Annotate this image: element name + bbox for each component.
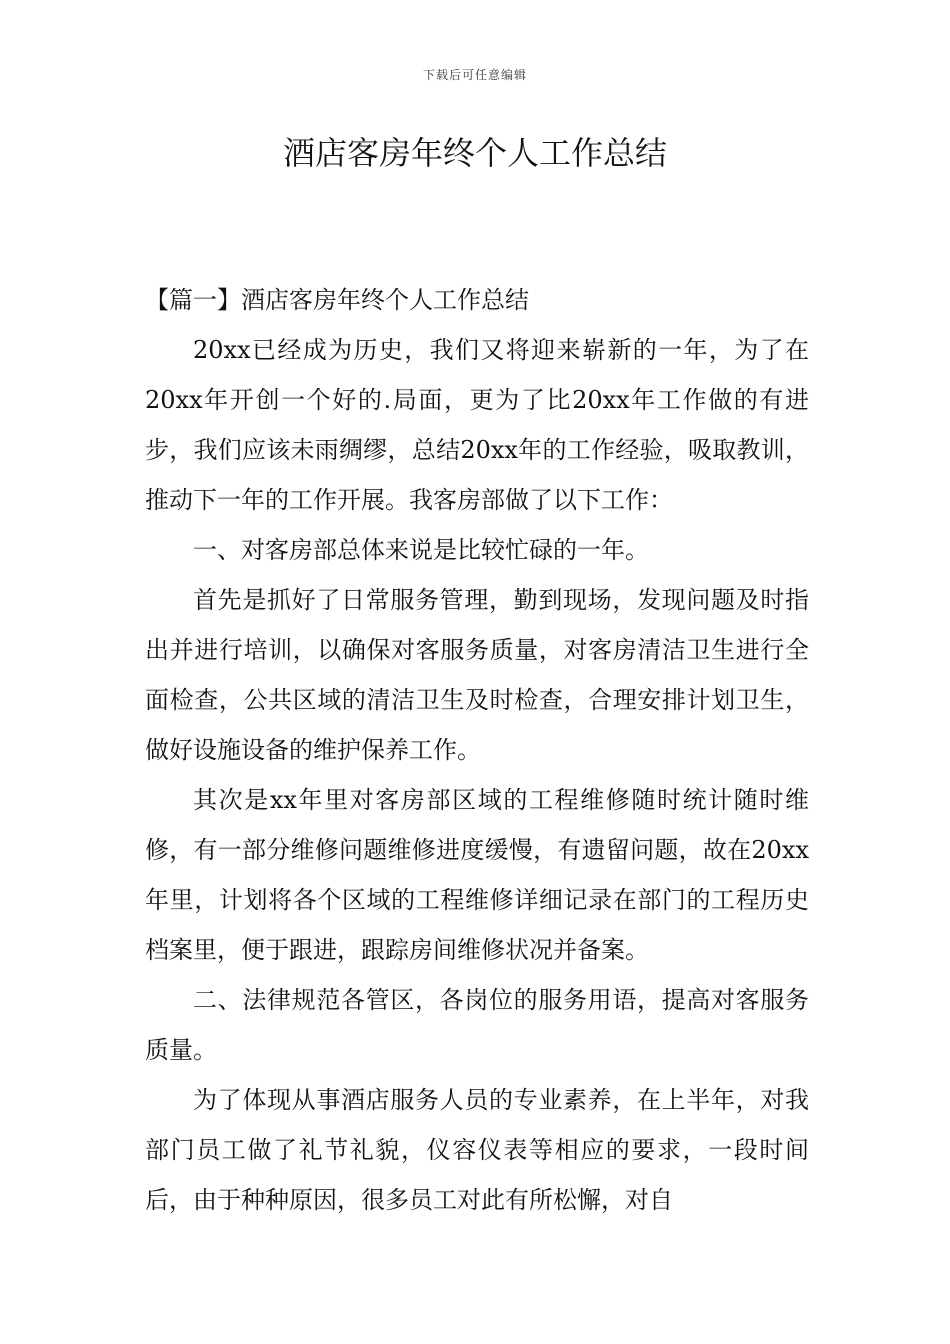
section-heading: 【篇一】酒店客房年终个人工作总结 <box>145 286 529 314</box>
paragraph: 20xx已经成为历史，我们又将迎来崭新的一年，为了在20xx年开创一个好的.局面，更为了比20xx年工作做的有进步，我们应该未雨绸缪，总结20xx年的工作经验，吸取教训，推动下一年的工作开展。我客房部做了以下工作： <box>145 336 809 514</box>
paragraph: 一、对客房部总体来说是比较忙碌的一年。 <box>193 536 649 564</box>
document-body <box>145 275 809 1225</box>
header-note: 下载后可任意编辑 <box>422 68 527 82</box>
paragraph: 其次是xx年里对客房部区域的工程维修随时统计随时维修，有一部分维修问题维修进度缓慢，有遗留问题，故在20xx年里，计划将各个区域的工程维修详细记录在部门的工程历史档案里，便于跟进，跟踪房间维修状况并备案。 <box>145 786 809 964</box>
document-title: 酒店客房年终个人工作总结 <box>282 134 667 172</box>
paragraph: 二、法律规范各管区，各岗位的服务用语，提高对客服务质量。 <box>145 986 809 1064</box>
paragraph: 首先是抓好了日常服务管理，勤到现场，发现问题及时指出并进行培训，以确保对客服务质量，对客房清洁卫生进行全面检查，公共区域的清洁卫生及时检查，合理安排计划卫生，做好设施设备的维护保养工作。 <box>145 586 809 764</box>
paragraph: 为了体现从事酒店服务人员的专业素养，在上半年，对我部门员工做了礼节礼貌，仪容仪表等相应的要求，一段时间后，由于种种原因，很多员工对此有所松懈，对自 <box>145 1086 809 1214</box>
